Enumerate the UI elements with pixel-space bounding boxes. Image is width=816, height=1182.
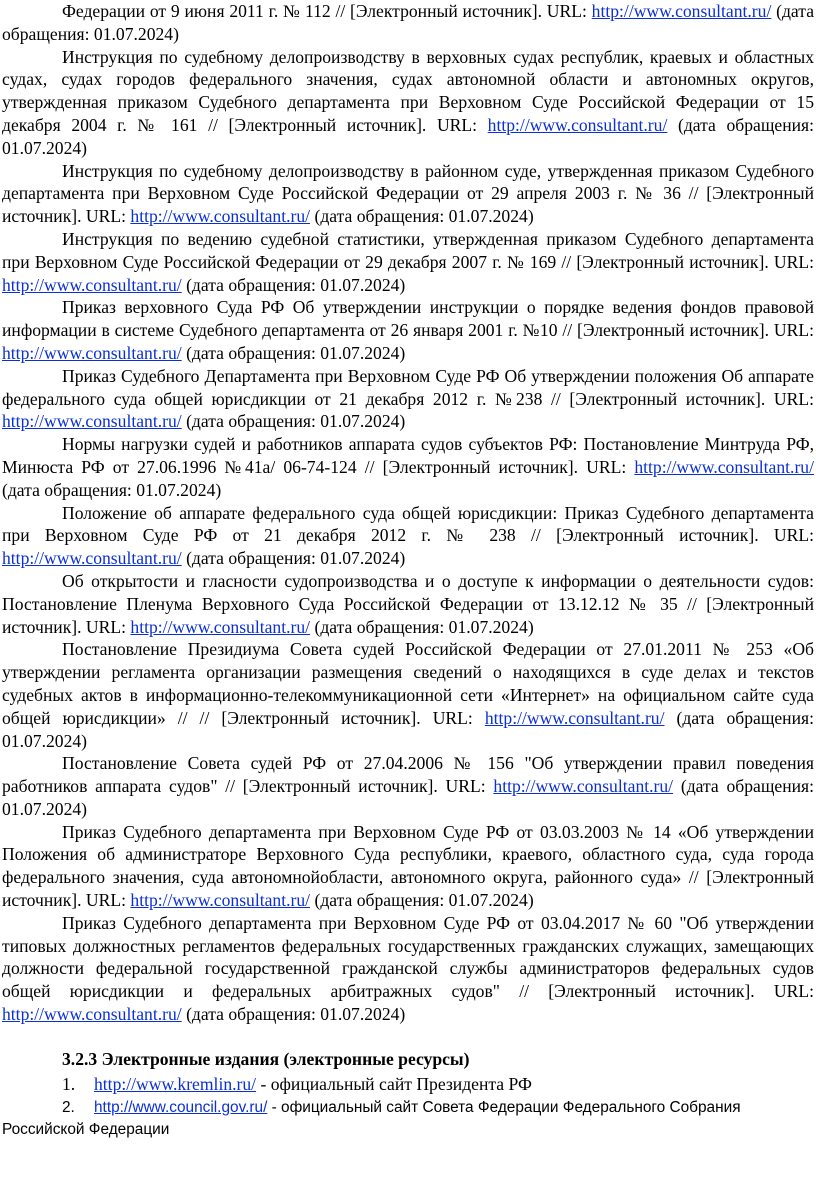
consultant-link[interactable]: http://www.consultant.ru/ <box>2 1004 182 1025</box>
bibliography-entry <box>2 296 814 364</box>
consultant-link[interactable]: http://www.consultant.ru/ <box>591 1 772 21</box>
access-date: (дата обращения: 01.07.2024) <box>181 274 406 295</box>
consultant-link[interactable]: http://www.consultant.ru/ <box>2 274 182 295</box>
access-date: (дата обращения: 01.07.2024) <box>310 616 534 637</box>
resource-description: - официальный сайт Совета Федерации Федерального Собрания <box>267 1098 741 1116</box>
consultant-link[interactable]: http://www.consultant.ru/ <box>130 206 311 227</box>
list-continuation-text: Российской Федерации <box>2 1120 170 1138</box>
bibliography-entry <box>2 228 814 296</box>
resource-description: - официальный сайт Президента РФ <box>256 1073 532 1094</box>
list-number: 2. <box>62 1098 75 1116</box>
entry-text: Федерации от 9 июня 2011 г. № 112 // [Электронный источник]. URL: <box>62 1 592 21</box>
access-date: (дата обращения: 01.07.2024) <box>181 548 406 569</box>
bibliography-entry <box>2 638 814 752</box>
consultant-link[interactable]: http://www.consultant.ru/ <box>2 411 182 432</box>
bibliography-entry <box>2 46 814 160</box>
electronic-resources-list <box>2 1073 814 1119</box>
access-date: (дата обращения: 01.07.2024) <box>181 411 406 432</box>
entry-text: Постановление Совета судей РФ от 27.04.2006 № 156 "Об утверждении правил поведения работников аппарата судов" // [Электронный источник]. URL: <box>2 753 814 797</box>
list-item <box>2 1096 814 1119</box>
access-date: (дата обращения: 01.07.2024) <box>2 1 814 44</box>
access-date: (дата обращения: 01.07.2024) <box>2 479 222 500</box>
access-date: (дата обращения: 01.07.2024) <box>181 1004 406 1025</box>
consultant-link[interactable]: http://www.consultant.ru/ <box>2 342 182 363</box>
section-heading: 3.2.3 Электронные издания (электронные ресурсы) <box>62 1048 470 1069</box>
consultant-link[interactable]: http://www.consultant.ru/ <box>634 456 814 477</box>
bibliography-entry <box>2 570 814 638</box>
entry-text: Постановление Президиума Совета судей Российской Федерации от 27.01.2011 № 253 «Об утверждении регламента организации размещения сведений о находящихся в суде делах и текстов судебных актов в информационно-телекоммуникационной сети «Интернет» на официальном сайте суда общей юрисдикции» // // [Электронный источник]. URL: <box>2 639 814 728</box>
entry-text: Положение об аппарате федерального суда общей юрисдикции: Приказ Судебного департамента при Верховном Суде РФ от 21 декабря 2012 г. № 238 // [Электронный источник]. URL: <box>2 502 814 546</box>
consultant-link[interactable]: http://www.consultant.ru/ <box>130 616 311 637</box>
consultant-link[interactable]: http://www.consultant.ru/ <box>484 707 665 728</box>
bibliography-entry <box>2 821 814 912</box>
bibliography-entry <box>2 433 814 501</box>
entry-text: Приказ Судебного департамента при Верховном Суде РФ от 03.04.2017 № 60 "Об утверждении типовых должностных регламентов федеральных государственных гражданских служащих, замещающих должности федеральной государственной гражданской службы администраторов федеральных судов общей юрисдикции и федеральных арбитражных судов" // [Электронный источник]. URL: <box>2 912 814 1002</box>
entry-text: Об открытости и гласности судопроизводства и о доступе к информации о деятельности судов: Постановление Пленума Верховного Суда Российской Федерации от 13.12.12 № 35 // [Электронный источник]. URL: <box>2 570 814 637</box>
bibliography-entry <box>2 160 814 228</box>
bibliography-list <box>2 0 814 1026</box>
entry-text: Приказ верховного Суда РФ Об утверждении инструкции о порядке ведения фондов правовой информации в системе Судебного департамента от 26 января 2001 г. №10 // [Электронный источник]. URL: <box>2 297 814 341</box>
bibliography-entry <box>2 0 814 46</box>
access-date: (дата обращения: 01.07.2024) <box>2 776 815 819</box>
bibliography-entry <box>2 912 814 1026</box>
entry-text: Инструкция по ведению судебной статистики, утвержденная приказом Судебного департамента при Верховном Суде Российской Федерации от 29 декабря 2007 г. № 169 // [Электронный источник]. URL: <box>2 228 814 272</box>
entry-text: Инструкция по судебному делопроизводству в верховных судах республик, краевых и областных судах, судах городов федерального значения, судах автономной области и автономных округов, утвержденная приказом Судебного департамента при Верховном Суде Российской Федерации от 15 декабря 2004 г. № 161 // [Электронный источник]. URL: <box>2 46 814 135</box>
access-date: (дата обращения: 01.07.2024) <box>310 890 534 911</box>
entry-text: Приказ Судебного департамента при Верховном Суде РФ от 03.03.2003 № 14 «Об утверждении Положения об администраторе Верховного Суда республики, краевого, областного суда, суда города федерального значения, суда автономнойобласти, автономного округа, районного суда» // [Электронный источник]. URL: <box>2 821 814 911</box>
entry-text: Нормы нагрузки судей и работников аппарата судов субъектов РФ: Постановление Минтруда РФ, Минюста РФ от 27.06.1996 №41а/ 06-74-124 // [Электронный источник]. URL: <box>2 434 814 477</box>
resource-link[interactable]: http://www.council.gov.ru/ <box>94 1098 268 1116</box>
bibliography-entry <box>2 502 814 570</box>
access-date: (дата обращения: 01.07.2024) <box>310 206 534 227</box>
access-date: (дата обращения: 01.07.2024) <box>2 707 814 751</box>
bibliography-entry <box>2 752 814 820</box>
consultant-link[interactable]: http://www.consultant.ru/ <box>493 776 674 797</box>
bibliography-entry <box>2 365 814 433</box>
access-date: (дата обращения: 01.07.2024) <box>2 114 815 158</box>
consultant-link[interactable]: http://www.consultant.ru/ <box>487 114 668 135</box>
entry-text: Инструкция по судебному делопроизводству в районном суде, утвержденная приказом Судебного департамента при Верховном Суде Российской Федерации от 29 апреля 2003 г. № 36 // [Электронный источник]. URL: <box>2 160 814 227</box>
access-date: (дата обращения: 01.07.2024) <box>181 342 406 363</box>
resource-link[interactable]: http://www.kremlin.ru/ <box>94 1073 257 1094</box>
consultant-link[interactable]: http://www.consultant.ru/ <box>2 548 182 569</box>
list-item <box>2 1073 814 1096</box>
consultant-link[interactable]: http://www.consultant.ru/ <box>130 890 311 911</box>
entry-text: Приказ Судебного Департамента при Верховном Суде РФ Об утверждении положения Об аппарате федерального суда общей юрисдикции от 21 декабря 2012 г. №238 // [Электронный источник]. URL: <box>2 365 814 409</box>
list-number: 1. <box>62 1073 76 1094</box>
